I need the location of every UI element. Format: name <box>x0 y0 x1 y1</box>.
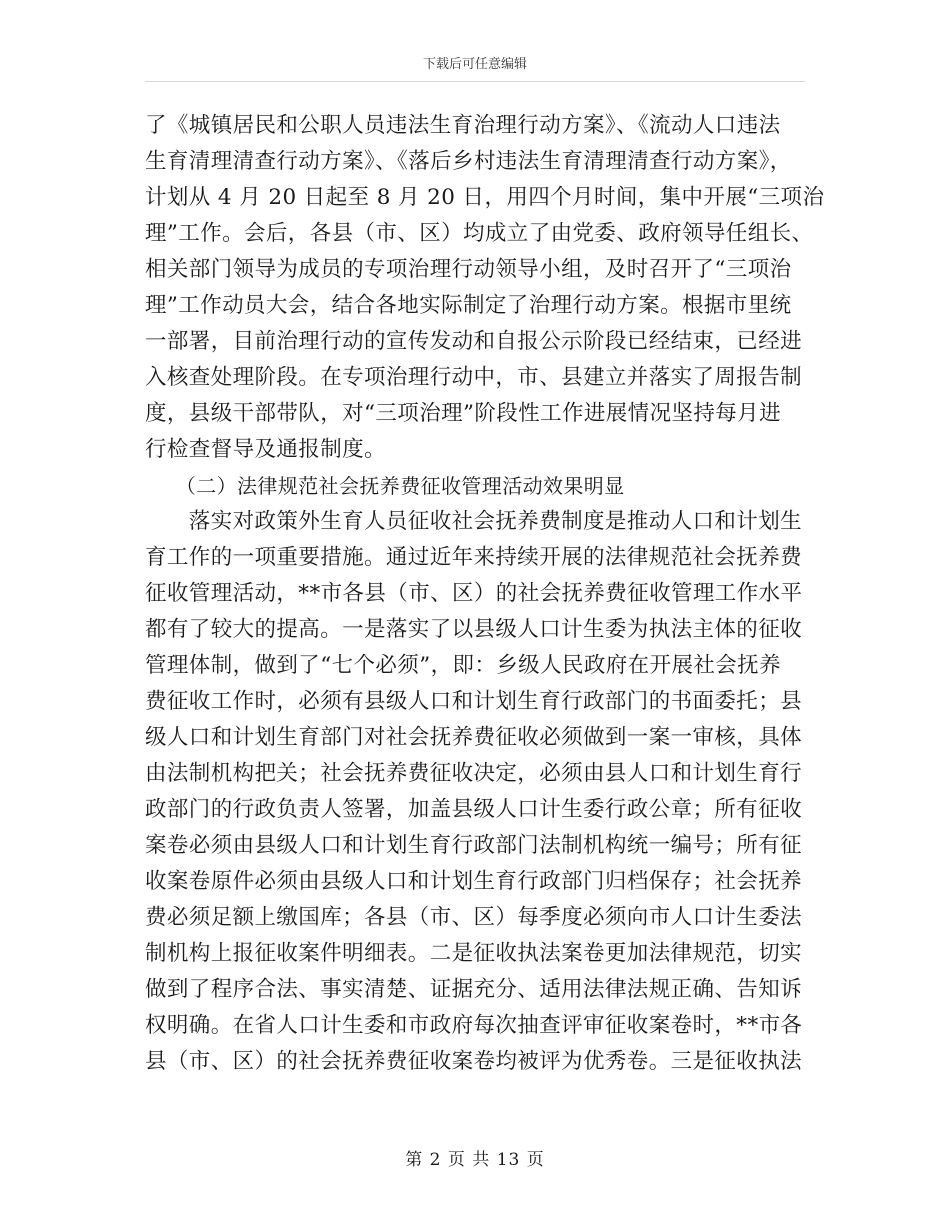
section-heading: （二）法律规范社会抚养费征收管理活动效果明显 <box>145 474 625 498</box>
text-line: 相关部门领导为成员的专项治理行动领导小组，及时召开了“三项治 <box>145 257 792 282</box>
text-line: 生育清理清查行动方案》、《落后乡村违法生育清理清查行动方案》， <box>145 149 792 174</box>
text-line: 度，县级干部带队，对“三项治理”阶段性工作进展情况坚持每月进 <box>145 401 781 426</box>
header-note: 下载后可任意编辑 <box>422 57 527 72</box>
text-line: 由法制机构把关；社会抚养费征收决定，必须由县人口和计划生育行 <box>145 761 803 786</box>
text-line: 征收管理活动，**市各县（市、区）的社会抚养费征收管理工作水平 <box>145 581 803 606</box>
text-line: 级人口和计划生育部门对社会抚养费征收必须做到一案一审核，具体 <box>145 725 803 750</box>
page-number: 第 2 页 共 13 页 <box>405 1150 545 1170</box>
text-line: 入核查处理阶段。在专项治理行动中，市、县建立并落实了周报告制 <box>145 365 803 390</box>
text-line: 案卷必须由县级人口和计划生育行政部门法制机构统一编号；所有征 <box>145 833 803 858</box>
text-line: 落实对政策外生育人员征收社会抚养费制度是推动人口和计划生 <box>145 509 803 534</box>
text-line: 县（市、区）的社会抚养费征收案卷均被评为优秀卷。三是征收执法 <box>145 1049 803 1074</box>
header-divider <box>145 81 805 82</box>
text-line: 费征收工作时，必须有县级人口和计划生育行政部门的书面委托；县 <box>145 689 803 714</box>
text-line: 一部署，目前治理行动的宣传发动和自报公示阶段已经结束，已经进 <box>145 329 803 354</box>
text-line: 管理体制，做到了“七个必须”，即：乡级人民政府在开展社会抚养 <box>145 653 781 678</box>
text-line: 了《城镇居民和公职人员违法生育治理行动方案》、《流动人口违法 <box>145 113 781 138</box>
text-line: 理”工作动员大会，结合各地实际制定了治理行动方案。根据市里统 <box>145 293 792 318</box>
text-line: 收案卷原件必须由县级人口和计划生育行政部门归档保存；社会抚养 <box>145 869 803 894</box>
text-line: 制机构上报征收案件明细表。二是征收执法案卷更加法律规范，切实 <box>145 941 803 966</box>
text-line: 政部门的行政负责人签署，加盖县级人口计生委行政公章；所有征收 <box>145 797 803 822</box>
text-line: 权明确。在省人口计生委和市政府每次抽查评审征收案卷时，**市各 <box>145 1013 803 1038</box>
text-line: 理”工作。会后，各县（市、区）均成立了由党委、政府领导任组长、 <box>145 221 814 246</box>
text-line: 做到了程序合法、事实清楚、证据充分、适用法律法规正确、告知诉 <box>145 977 803 1002</box>
text-line: 费必须足额上缴国库；各县（市、区）每季度必须向市人口计生委法 <box>145 905 803 930</box>
text-line: 都有了较大的提高。一是落实了以县级人口计生委为执法主体的征收 <box>145 617 803 642</box>
text-line: 行检查督导及通报制度。 <box>145 437 386 462</box>
text-line: 计划从 4 月 20 日起至 8 月 20 日，用四个月时间，集中开展“三项治 <box>145 185 825 210</box>
body-text <box>145 108 825 1080</box>
text-line: 育工作的一项重要措施。通过近年来持续开展的法律规范社会抚养费 <box>145 545 803 570</box>
